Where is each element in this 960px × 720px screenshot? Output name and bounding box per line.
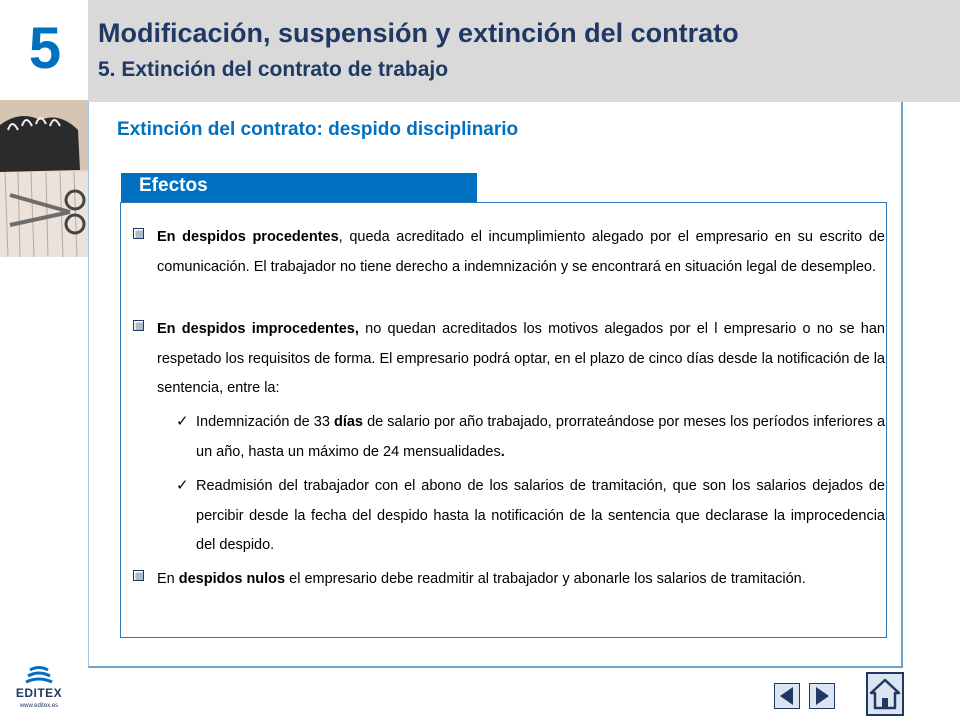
checkbox-bullet-icon: [133, 570, 144, 581]
option-bold: días: [333, 414, 363, 430]
bullet-text: el empresario debe readmitir al trabajador y abonarle los salarios de tramitación.: [285, 571, 806, 587]
logo-name: EDITEX: [15, 686, 63, 700]
next-button[interactable]: [809, 683, 835, 709]
bullet-bold: En despidos procedentes: [157, 229, 339, 245]
checkbox-bullet-icon: [133, 320, 144, 331]
page-subtitle: 5. Extinción del contrato de trabajo: [98, 58, 449, 81]
triangle-right-icon: [810, 684, 834, 708]
effects-tab-label: Efectos: [139, 175, 208, 196]
option-text-pre: Indemnización de 33: [196, 414, 334, 430]
bullet-nulos: [133, 565, 885, 595]
bullet-improcedentes: [133, 315, 885, 404]
section-heading: Extinción del contrato: despido disciplinario: [117, 119, 519, 140]
editex-logo-icon: [8, 666, 70, 686]
chapter-number: 5: [28, 16, 62, 81]
bullet-text: , queda acreditado el incumplimiento alegado por el empresario en su escrito de comunicación. El trabajador no tiene derecho a indemnización y se encontrará en situación legal de desempleo.: [157, 229, 885, 275]
option-end: .: [500, 443, 505, 460]
option-readmision: [176, 472, 885, 561]
option-indemnizacion: [176, 408, 885, 467]
option-text: de salario por año trabajado, prorrateándose por meses los períodos inferiores a un año, hasta un máximo de 24 mensualidades: [196, 414, 886, 460]
bullet-text: no quedan acreditados los motivos alegados por el l empresario o no se han respetado los requisitos de forma. El empresario podrá optar, en el plazo de cinco días desde la notificación de la sentencia, entre la:: [157, 321, 885, 396]
home-icon: [868, 674, 902, 714]
home-button[interactable]: [866, 672, 904, 716]
checkmark-icon: ✓: [176, 477, 189, 494]
checkbox-bullet-icon: [133, 228, 144, 239]
bullet-bold: despidos nulos: [178, 571, 286, 587]
bullet-bold: En despidos improcedentes,: [157, 321, 359, 337]
effects-tab: [121, 173, 477, 202]
bullet-text-pre: En: [157, 571, 179, 587]
previous-button[interactable]: [774, 683, 800, 709]
checkmark-icon: ✓: [176, 413, 189, 430]
page-title: Modificación, suspensión y extinción del contrato: [98, 18, 739, 48]
decorative-hand-scissors-image: [0, 100, 88, 257]
option-text: Readmisión del trabajador con el abono de los salarios de tramitación, que son los salarios dejados de percibir desde la fecha del despido hasta la notificación de la sentencia que declarase la improcedencia del despido.: [196, 478, 885, 553]
editex-logo: [8, 666, 70, 714]
triangle-left-icon: [775, 684, 799, 708]
logo-url: www.editex.es: [19, 703, 59, 709]
header-band: [88, 0, 960, 102]
bullet-procedentes: [133, 223, 885, 282]
